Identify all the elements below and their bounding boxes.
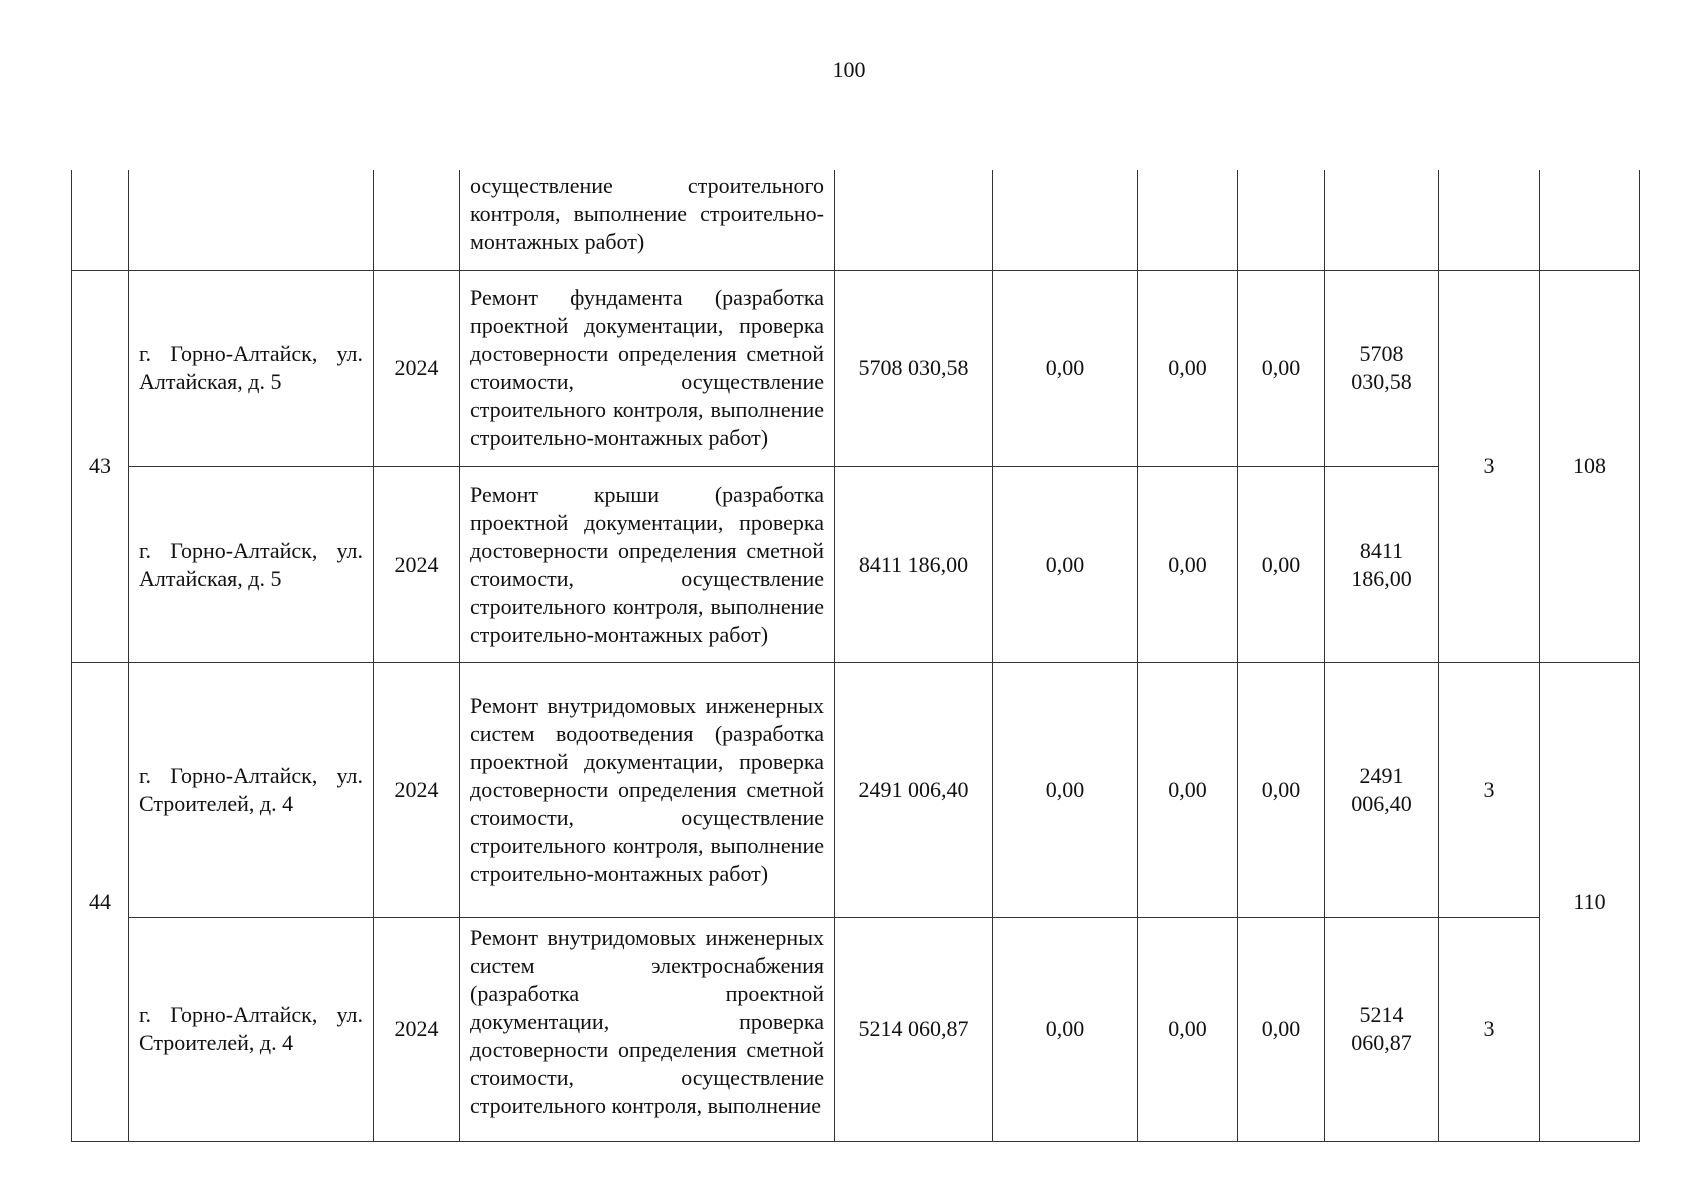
- cell-total: [835, 170, 993, 270]
- cell-v1: [993, 170, 1138, 270]
- cell-address: г. Горно-Алтайск, ул. Алтайская, д. 5: [129, 466, 374, 662]
- repair-schedule-table: [71, 170, 1640, 1142]
- cell-col10: [1439, 170, 1540, 270]
- cell-v3: 0,00: [1238, 466, 1325, 662]
- cell-work: осуществление строительного контроля, выполнение строительно-монтажных работ): [460, 170, 835, 270]
- cell-address: г. Горно-Алтайск, ул. Алтайская, д. 5: [129, 270, 374, 466]
- cell-number: 43: [72, 270, 129, 663]
- cell-col11: [1540, 170, 1640, 270]
- cell-number: [72, 170, 129, 270]
- table-row-continued: [72, 170, 1640, 270]
- cell-year: 2024: [374, 466, 460, 662]
- table-row: [72, 270, 1640, 466]
- cell-number: 44: [72, 663, 129, 1142]
- table-row: [72, 466, 1640, 662]
- cell-v4: 2491 006,40: [1325, 663, 1439, 917]
- cell-v3: [1238, 170, 1325, 270]
- table-row: [72, 917, 1640, 1141]
- cell-col10: 3: [1439, 663, 1540, 917]
- cell-v2: 0,00: [1138, 466, 1238, 662]
- cell-v4: 5214 060,87: [1325, 917, 1439, 1141]
- cell-year: [374, 170, 460, 270]
- cell-v4: 8411 186,00: [1325, 466, 1439, 662]
- cell-work: Ремонт внутридомовых инженерных систем электроснабжения (разработка проектной документации, проверка достоверности определения сметной стоимости, осуществление строительного контроля, выполнение: [460, 917, 835, 1141]
- cell-work: Ремонт крыши (разработка проектной документации, проверка достоверности определения сметной стоимости, осуществление строительного контроля, выполнение строительно-монтажных работ): [460, 466, 835, 662]
- cell-v4: 5708 030,58: [1325, 270, 1439, 466]
- cell-v1: 0,00: [993, 917, 1138, 1141]
- cell-work: Ремонт фундамента (разработка проектной документации, проверка достоверности определения сметной стоимости, осуществление строительного контроля, выполнение строительно-монтажных работ): [460, 270, 835, 466]
- cell-year: 2024: [374, 917, 460, 1141]
- cell-total: 2491 006,40: [835, 663, 993, 917]
- cell-v2: [1138, 170, 1238, 270]
- cell-v2: 0,00: [1138, 917, 1238, 1141]
- cell-v3: 0,00: [1238, 917, 1325, 1141]
- cell-col11: 108: [1540, 270, 1640, 663]
- cell-address: [129, 170, 374, 270]
- cell-total: 5708 030,58: [835, 270, 993, 466]
- cell-address: г. Горно-Алтайск, ул. Строителей, д. 4: [129, 917, 374, 1141]
- cell-v1: 0,00: [993, 663, 1138, 917]
- cell-total: 8411 186,00: [835, 466, 993, 662]
- cell-col10: 3: [1439, 917, 1540, 1141]
- cell-col10: 3: [1439, 270, 1540, 663]
- cell-v1: 0,00: [993, 270, 1138, 466]
- cell-v2: 0,00: [1138, 663, 1238, 917]
- cell-v4: [1325, 170, 1439, 270]
- cell-year: 2024: [374, 270, 460, 466]
- cell-year: 2024: [374, 663, 460, 917]
- page-number: 100: [832, 57, 866, 82]
- cell-v3: 0,00: [1238, 663, 1325, 917]
- cell-address: г. Горно-Алтайск, ул. Строителей, д. 4: [129, 663, 374, 917]
- cell-work: Ремонт внутридомовых инженерных систем водоотведения (разработка проектной документации, проверка достоверности определения сметной стоимости, осуществление строительного контроля, выполнение строительно-монтажных работ): [460, 663, 835, 917]
- cell-v1: 0,00: [993, 466, 1138, 662]
- cell-total: 5214 060,87: [835, 917, 993, 1141]
- table-row: [72, 663, 1640, 917]
- cell-v3: 0,00: [1238, 270, 1325, 466]
- cell-v2: 0,00: [1138, 270, 1238, 466]
- cell-col11: 110: [1540, 663, 1640, 1142]
